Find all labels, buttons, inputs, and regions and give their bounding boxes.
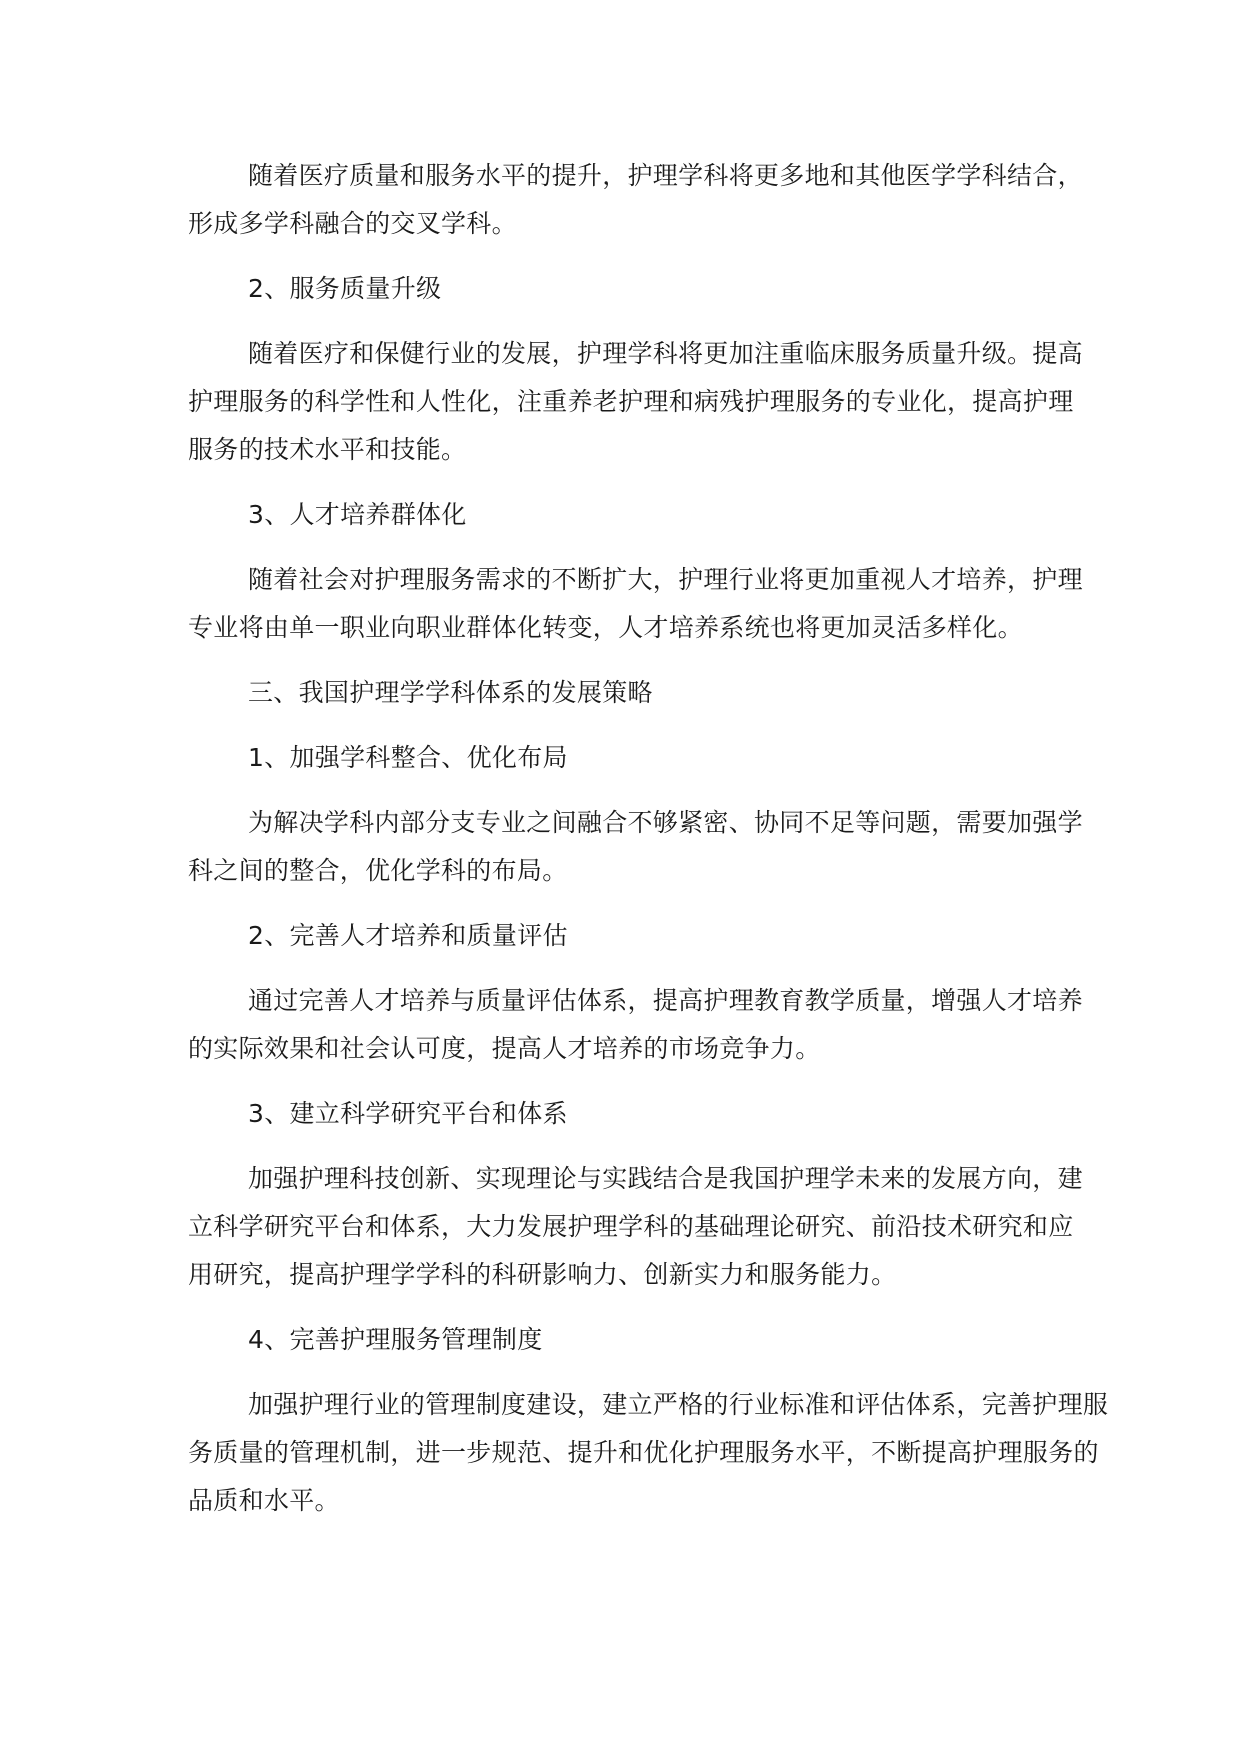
heading-management-system: 4、完善护理服务管理制度: [248, 1325, 543, 1354]
paragraph-discipline-integration: 为解决学科内部分支专业之间融合不够紧密、协同不足等问题，需要加强学科之间的整合，优化学科的布局。: [188, 808, 1083, 885]
heading-research-platform: 3、建立科学研究平台和体系: [248, 1099, 568, 1128]
heading-talent-training: 3、人才培养群体化: [248, 500, 467, 529]
paragraph-management-system: 加强护理行业的管理制度建设，建立严格的行业标准和评估体系，完善护理服务质量的管理机制，进一步规范、提升和优化护理服务水平，不断提高护理服务的品质和水平。: [188, 1390, 1109, 1515]
heading-service-quality: 2、服务质量升级: [248, 274, 442, 303]
heading-quality-assessment: 2、完善人才培养和质量评估: [248, 921, 568, 950]
document-body: [188, 152, 1109, 1542]
paragraph-talent-training: 随着社会对护理服务需求的不断扩大，护理行业将更加重视人才培养，护理专业将由单一职业向职业群体化转变，人才培养系统也将更加灵活多样化。: [188, 565, 1083, 642]
paragraph-research-platform: 加强护理科技创新、实现理论与实践结合是我国护理学未来的发展方向，建立科学研究平台和体系，大力发展护理学科的基础理论研究、前沿技术研究和应用研究，提高护理学学科的科研影响力、创新实力和服务能力。: [188, 1164, 1083, 1289]
heading-discipline-integration: 1、加强学科整合、优化布局: [248, 743, 568, 772]
section-heading-strategies: 三、我国护理学学科体系的发展策略: [248, 678, 653, 707]
paragraph-service-quality: 随着医疗和保健行业的发展，护理学科将更加注重临床服务质量升级。提高护理服务的科学性和人性化，注重养老护理和病残护理服务的专业化，提高护理服务的技术水平和技能。: [188, 339, 1083, 464]
paragraph-quality-assessment: 通过完善人才培养与质量评估体系，提高护理教育教学质量，增强人才培养的实际效果和社会认可度，提高人才培养的市场竞争力。: [188, 986, 1083, 1063]
paragraph-interdisciplinary: 随着医疗质量和服务水平的提升，护理学科将更多地和其他医学学科结合，形成多学科融合的交叉学科。: [188, 161, 1083, 238]
